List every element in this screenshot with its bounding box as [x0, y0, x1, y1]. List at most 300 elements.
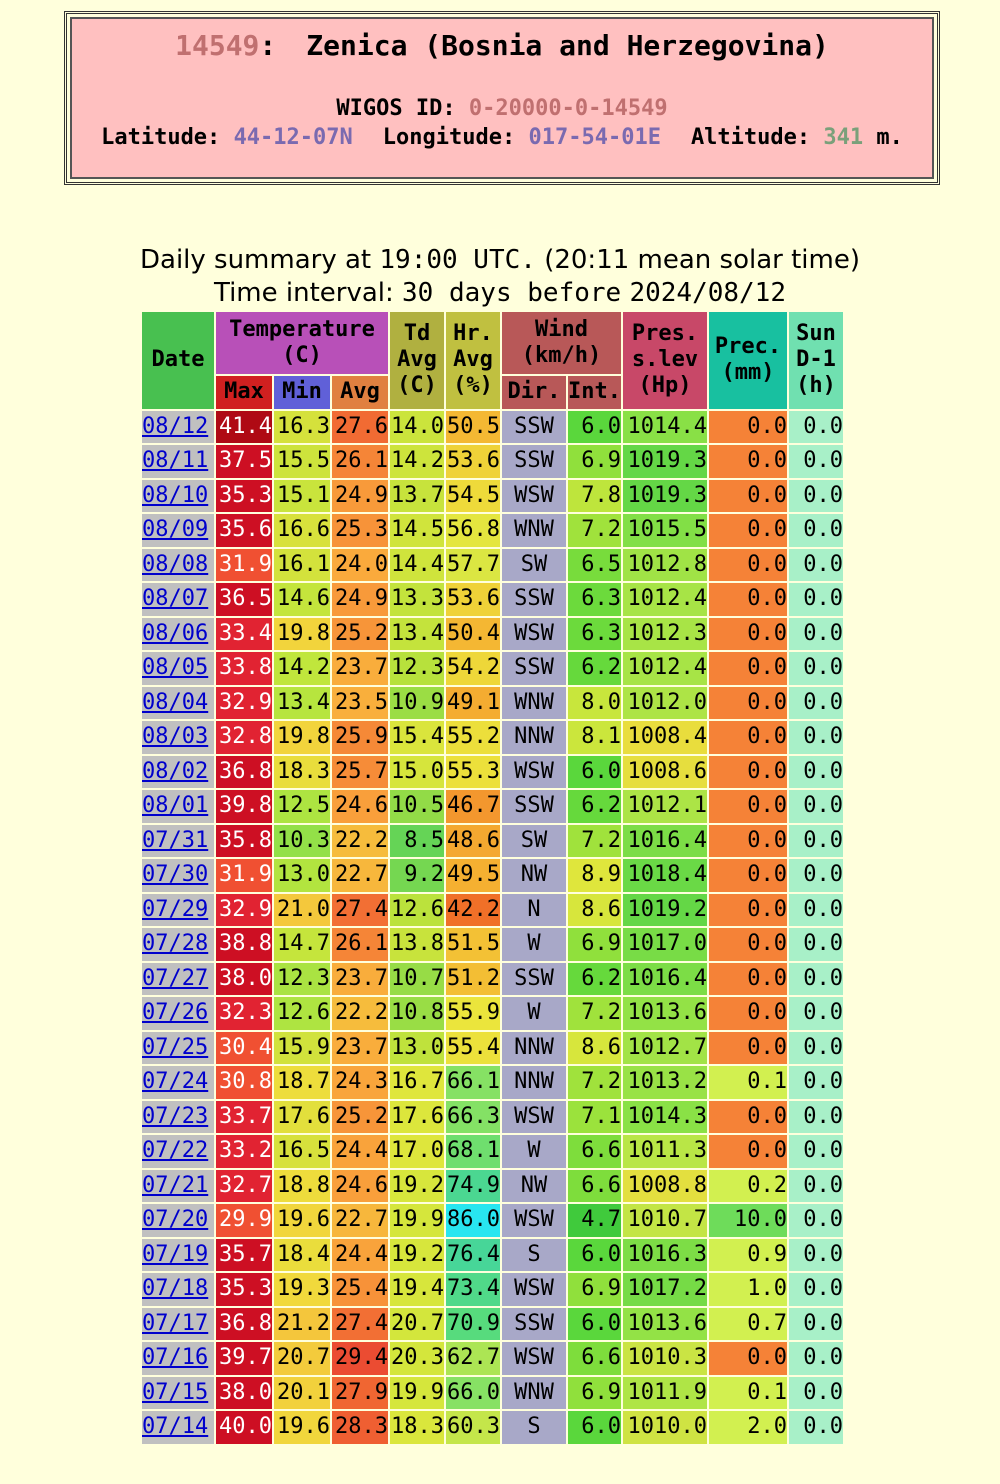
table-row: [142, 825, 843, 858]
cell-avg: 26.1: [332, 445, 388, 478]
table-row: [142, 1066, 843, 1099]
cell-wind-int: 6.6: [568, 1342, 621, 1375]
cell-pressure: 1012.8: [623, 549, 707, 582]
cell-sunshine: 0.0: [789, 1204, 843, 1237]
cell-date: [142, 825, 214, 858]
cell-sunshine: 0.0: [789, 549, 843, 582]
cell-wind-dir: SSW: [502, 411, 566, 444]
cell-hr: 66.0: [446, 1377, 500, 1410]
cell-wind-dir: S: [502, 1411, 566, 1444]
date-link[interactable]: 07/31: [142, 827, 209, 853]
cell-hr: 55.3: [446, 756, 500, 789]
cell-wind-dir: WNW: [502, 1377, 566, 1410]
cell-avg: 24.4: [332, 1239, 388, 1272]
cell-min: 18.8: [274, 1170, 330, 1203]
cell-td: 10.5: [390, 790, 444, 823]
cell-wind-dir: SW: [502, 825, 566, 858]
cell-avg: 27.9: [332, 1377, 388, 1410]
cell-min: 10.3: [274, 825, 330, 858]
date-link[interactable]: 08/09: [142, 517, 209, 543]
cell-date: [142, 514, 214, 547]
date-link[interactable]: 07/20: [142, 1207, 209, 1233]
header-td: Td Avg (C): [390, 312, 444, 409]
cell-max: 35.6: [216, 514, 272, 547]
table-row: [142, 1135, 843, 1168]
cell-sunshine: 0.0: [789, 894, 843, 927]
cell-date: [142, 790, 214, 823]
cell-min: 21.0: [274, 894, 330, 927]
summary-line-2: Time interval: 30 days before 2024/08/12: [213, 278, 786, 308]
cell-hr: 66.3: [446, 1101, 500, 1134]
cell-td: 10.9: [390, 687, 444, 720]
cell-wind-dir: SSW: [502, 1308, 566, 1341]
cell-date: [142, 721, 214, 754]
cell-td: 20.7: [390, 1308, 444, 1341]
cell-td: 14.5: [390, 514, 444, 547]
cell-pressure: 1015.5: [623, 514, 707, 547]
cell-wind-int: 8.9: [568, 859, 621, 892]
cell-hr: 50.5: [446, 411, 500, 444]
table-body: [142, 411, 843, 1444]
cell-precipitation: 0.0: [709, 480, 787, 513]
cell-wind-dir: SSW: [502, 963, 566, 996]
date-link[interactable]: 07/16: [142, 1345, 209, 1371]
cell-sunshine: 0.0: [789, 859, 843, 892]
cell-date: [142, 1170, 214, 1203]
cell-wind-int: 6.2: [568, 790, 621, 823]
cell-date: [142, 583, 214, 616]
cell-max: 30.8: [216, 1066, 272, 1099]
cell-wind-dir: WSW: [502, 1273, 566, 1306]
cell-avg: 25.2: [332, 618, 388, 651]
header-sunshine: Sun D-1 (h): [789, 312, 843, 409]
header-precipitation: Prec. (mm): [709, 312, 787, 409]
cell-hr: 48.6: [446, 825, 500, 858]
cell-date: [142, 549, 214, 582]
cell-sunshine: 0.0: [789, 618, 843, 651]
cell-date: [142, 894, 214, 927]
cell-wind-dir: NNW: [502, 1032, 566, 1065]
cell-wind-dir: SSW: [502, 583, 566, 616]
cell-max: 35.3: [216, 480, 272, 513]
cell-min: 13.4: [274, 687, 330, 720]
cell-avg: 25.2: [332, 1101, 388, 1134]
header-hr: Hr. Avg (%): [446, 312, 500, 409]
date-link[interactable]: 07/28: [142, 931, 209, 957]
date-link[interactable]: 07/25: [142, 1034, 209, 1060]
cell-max: 32.8: [216, 721, 272, 754]
cell-precipitation: 0.0: [709, 687, 787, 720]
cell-precipitation: 0.0: [709, 721, 787, 754]
cell-td: 16.7: [390, 1066, 444, 1099]
cell-td: 10.8: [390, 997, 444, 1030]
cell-wind-dir: S: [502, 1239, 566, 1272]
cell-hr: 70.9: [446, 1308, 500, 1341]
date-link[interactable]: 07/21: [142, 1172, 209, 1198]
cell-max: 41.4: [216, 411, 272, 444]
cell-pressure: 1012.4: [623, 583, 707, 616]
date-link[interactable]: 07/17: [142, 1310, 209, 1336]
header-temperature: Temperature (C): [216, 312, 388, 374]
cell-precipitation: 0.0: [709, 859, 787, 892]
cell-wind-int: 6.0: [568, 756, 621, 789]
date-link[interactable]: 08/05: [142, 655, 209, 681]
cell-wind-dir: W: [502, 928, 566, 961]
cell-td: 19.9: [390, 1377, 444, 1410]
cell-min: 16.6: [274, 514, 330, 547]
cell-sunshine: 0.0: [789, 1170, 843, 1203]
date-link[interactable]: 08/03: [142, 724, 209, 750]
cell-td: 15.0: [390, 756, 444, 789]
cell-td: 17.0: [390, 1135, 444, 1168]
cell-min: 15.5: [274, 445, 330, 478]
cell-td: 19.4: [390, 1273, 444, 1306]
cell-min: 18.7: [274, 1066, 330, 1099]
cell-hr: 51.5: [446, 928, 500, 961]
header-wind: Wind (km/h): [502, 312, 621, 374]
cell-hr: 54.2: [446, 652, 500, 685]
cell-wind-dir: WSW: [502, 1101, 566, 1134]
wigos-label: WIGOS ID:: [336, 96, 456, 121]
header-avg: Avg: [332, 376, 388, 409]
table-row: [142, 1032, 843, 1065]
cell-sunshine: 0.0: [789, 1377, 843, 1410]
cell-avg: 22.2: [332, 997, 388, 1030]
cell-max: 33.2: [216, 1135, 272, 1168]
cell-precipitation: 1.0: [709, 1273, 787, 1306]
cell-sunshine: 0.0: [789, 411, 843, 444]
cell-hr: 53.6: [446, 583, 500, 616]
date-link[interactable]: 08/07: [142, 586, 209, 612]
cell-pressure: 1014.4: [623, 411, 707, 444]
date-link[interactable]: 07/23: [142, 1103, 209, 1129]
cell-max: 29.9: [216, 1204, 272, 1237]
cell-hr: 73.4: [446, 1273, 500, 1306]
cell-avg: 24.9: [332, 480, 388, 513]
cell-sunshine: 0.0: [789, 1239, 843, 1272]
cell-max: 38.0: [216, 963, 272, 996]
header-min: Min: [274, 376, 330, 409]
cell-sunshine: 0.0: [789, 652, 843, 685]
cell-avg: 24.9: [332, 583, 388, 616]
cell-pressure: 1012.0: [623, 687, 707, 720]
cell-date: [142, 1204, 214, 1237]
cell-precipitation: 10.0: [709, 1204, 787, 1237]
cell-sunshine: 0.0: [789, 1066, 843, 1099]
cell-min: 20.1: [274, 1377, 330, 1410]
cell-wind-int: 6.9: [568, 928, 621, 961]
cell-hr: 62.7: [446, 1342, 500, 1375]
cell-avg: 23.7: [332, 652, 388, 685]
summary-heading: [0, 244, 1000, 310]
cell-min: 19.8: [274, 721, 330, 754]
cell-avg: 24.0: [332, 549, 388, 582]
cell-max: 38.0: [216, 1377, 272, 1410]
date-link[interactable]: 08/12: [142, 413, 209, 439]
daily-summary-table: [140, 310, 845, 1446]
date-link[interactable]: 08/06: [142, 620, 209, 646]
cell-precipitation: 0.0: [709, 825, 787, 858]
cell-min: 16.3: [274, 411, 330, 444]
date-link[interactable]: 08/02: [142, 758, 209, 784]
coordinates-line: [72, 125, 932, 150]
cell-sunshine: 0.0: [789, 963, 843, 996]
cell-hr: 86.0: [446, 1204, 500, 1237]
cell-pressure: 1012.3: [623, 618, 707, 651]
cell-wind-int: 7.2: [568, 825, 621, 858]
cell-max: 31.9: [216, 549, 272, 582]
station-id: 14549: [175, 29, 260, 62]
cell-max: 35.7: [216, 1239, 272, 1272]
table-row: [142, 1308, 843, 1341]
latitude-label: Latitude:: [101, 125, 221, 150]
date-link[interactable]: 08/08: [142, 551, 209, 577]
altitude-label: Altitude:: [690, 125, 811, 150]
wigos-id: 0-20000-0-14549: [468, 96, 668, 121]
cell-date: [142, 1032, 214, 1065]
cell-wind-dir: SW: [502, 549, 566, 582]
date-link[interactable]: 08/11: [142, 448, 209, 474]
cell-precipitation: 0.0: [709, 583, 787, 616]
cell-max: 40.0: [216, 1411, 272, 1444]
cell-hr: 55.9: [446, 997, 500, 1030]
cell-min: 17.6: [274, 1101, 330, 1134]
cell-min: 20.7: [274, 1342, 330, 1375]
cell-sunshine: 0.0: [789, 928, 843, 961]
date-link[interactable]: 07/27: [142, 965, 209, 991]
cell-date: [142, 859, 214, 892]
cell-precipitation: 0.1: [709, 1377, 787, 1410]
cell-wind-int: 6.2: [568, 652, 621, 685]
cell-sunshine: 0.0: [789, 1308, 843, 1341]
header-int: Int.: [568, 376, 621, 409]
date-link[interactable]: 07/15: [142, 1379, 209, 1405]
cell-hr: 57.7: [446, 549, 500, 582]
cell-wind-int: 6.0: [568, 1239, 621, 1272]
cell-wind-int: 6.2: [568, 963, 621, 996]
cell-wind-int: 6.3: [568, 583, 621, 616]
table-row: [142, 445, 843, 478]
altitude-value: 341: [823, 125, 864, 150]
cell-sunshine: 0.0: [789, 445, 843, 478]
cell-date: [142, 1101, 214, 1134]
cell-precipitation: 0.0: [709, 963, 787, 996]
cell-td: 13.3: [390, 583, 444, 616]
cell-date: [142, 963, 214, 996]
cell-min: 15.9: [274, 1032, 330, 1065]
cell-avg: 22.7: [332, 859, 388, 892]
cell-date: [142, 480, 214, 513]
cell-sunshine: 0.0: [789, 1411, 843, 1444]
cell-wind-int: 6.0: [568, 411, 621, 444]
cell-date: [142, 1273, 214, 1306]
cell-precipitation: 2.0: [709, 1411, 787, 1444]
cell-max: 31.9: [216, 859, 272, 892]
cell-precipitation: 0.0: [709, 894, 787, 927]
cell-wind-dir: WSW: [502, 618, 566, 651]
date-link[interactable]: 08/01: [142, 793, 209, 819]
cell-wind-dir: WSW: [502, 480, 566, 513]
cell-sunshine: 0.0: [789, 790, 843, 823]
cell-hr: 60.3: [446, 1411, 500, 1444]
cell-hr: 76.4: [446, 1239, 500, 1272]
date-link[interactable]: 07/29: [142, 896, 209, 922]
cell-wind-int: 7.2: [568, 997, 621, 1030]
cell-date: [142, 652, 214, 685]
cell-sunshine: 0.0: [789, 825, 843, 858]
cell-max: 39.7: [216, 1342, 272, 1375]
cell-precipitation: 0.0: [709, 1342, 787, 1375]
cell-avg: 27.4: [332, 1308, 388, 1341]
cell-precipitation: 0.0: [709, 411, 787, 444]
cell-pressure: 1010.0: [623, 1411, 707, 1444]
cell-td: 12.3: [390, 652, 444, 685]
station-info-panel: [64, 11, 940, 185]
cell-wind-dir: WSW: [502, 1342, 566, 1375]
cell-wind-int: 7.2: [568, 1066, 621, 1099]
cell-max: 32.9: [216, 894, 272, 927]
cell-pressure: 1014.3: [623, 1101, 707, 1134]
cell-td: 9.2: [390, 859, 444, 892]
cell-min: 14.2: [274, 652, 330, 685]
cell-wind-dir: SSW: [502, 652, 566, 685]
cell-max: 32.9: [216, 687, 272, 720]
cell-pressure: 1017.2: [623, 1273, 707, 1306]
table-row: [142, 1377, 843, 1410]
cell-td: 17.6: [390, 1101, 444, 1134]
cell-precipitation: 0.2: [709, 1170, 787, 1203]
cell-hr: 50.4: [446, 618, 500, 651]
cell-td: 14.0: [390, 411, 444, 444]
cell-pressure: 1012.7: [623, 1032, 707, 1065]
cell-min: 19.6: [274, 1204, 330, 1237]
cell-wind-dir: W: [502, 997, 566, 1030]
cell-date: [142, 1066, 214, 1099]
cell-min: 12.3: [274, 963, 330, 996]
cell-hr: 74.9: [446, 1170, 500, 1203]
table-row: [142, 894, 843, 927]
cell-hr: 53.6: [446, 445, 500, 478]
cell-wind-dir: NW: [502, 859, 566, 892]
station-name: Zenica (Bosnia and Herzegovina): [306, 29, 829, 62]
cell-avg: 24.6: [332, 1170, 388, 1203]
cell-pressure: 1013.6: [623, 1308, 707, 1341]
cell-hr: 42.2: [446, 894, 500, 927]
cell-precipitation: 0.0: [709, 514, 787, 547]
cell-min: 12.6: [274, 997, 330, 1030]
cell-td: 15.4: [390, 721, 444, 754]
cell-min: 19.8: [274, 618, 330, 651]
table-row: [142, 1170, 843, 1203]
cell-pressure: 1012.4: [623, 652, 707, 685]
cell-pressure: 1016.3: [623, 1239, 707, 1272]
cell-avg: 24.4: [332, 1135, 388, 1168]
cell-wind-int: 6.5: [568, 549, 621, 582]
altitude-unit: m.: [876, 125, 903, 150]
date-link[interactable]: 07/19: [142, 1241, 209, 1267]
wigos-line: [72, 96, 932, 121]
table-row: [142, 687, 843, 720]
table-row: [142, 859, 843, 892]
cell-date: [142, 997, 214, 1030]
cell-hr: 54.5: [446, 480, 500, 513]
cell-pressure: 1008.6: [623, 756, 707, 789]
header-date: Date: [142, 312, 214, 409]
cell-wind-dir: WSW: [502, 756, 566, 789]
cell-td: 14.2: [390, 445, 444, 478]
longitude-value: 017-54-01E: [528, 125, 661, 150]
cell-td: 18.3: [390, 1411, 444, 1444]
cell-avg: 24.3: [332, 1066, 388, 1099]
cell-sunshine: 0.0: [789, 997, 843, 1030]
table-row: [142, 1101, 843, 1134]
cell-pressure: 1017.0: [623, 928, 707, 961]
cell-sunshine: 0.0: [789, 480, 843, 513]
cell-pressure: 1008.4: [623, 721, 707, 754]
date-link[interactable]: 07/18: [142, 1276, 209, 1302]
cell-max: 35.8: [216, 825, 272, 858]
cell-precipitation: 0.0: [709, 549, 787, 582]
cell-date: [142, 1239, 214, 1272]
date-link[interactable]: 07/30: [142, 862, 209, 888]
cell-wind-int: 6.6: [568, 1170, 621, 1203]
cell-min: 19.3: [274, 1273, 330, 1306]
cell-wind-int: 8.6: [568, 894, 621, 927]
cell-avg: 24.6: [332, 790, 388, 823]
cell-precipitation: 0.1: [709, 1066, 787, 1099]
cell-min: 18.4: [274, 1239, 330, 1272]
summary-line-1: Daily summary at 19:00 UTC. (20:11 mean solar time): [139, 245, 860, 275]
table-row: [142, 411, 843, 444]
cell-pressure: 1010.3: [623, 1342, 707, 1375]
date-link[interactable]: 07/22: [142, 1138, 209, 1164]
date-link[interactable]: 07/24: [142, 1069, 209, 1095]
cell-precipitation: 0.0: [709, 618, 787, 651]
date-link[interactable]: 07/26: [142, 1000, 209, 1026]
longitude-label: Longitude:: [382, 125, 516, 150]
cell-date: [142, 1411, 214, 1444]
cell-max: 30.4: [216, 1032, 272, 1065]
cell-td: 13.8: [390, 928, 444, 961]
cell-wind-int: 7.8: [568, 480, 621, 513]
cell-date: [142, 411, 214, 444]
cell-min: 16.1: [274, 549, 330, 582]
date-link[interactable]: 08/04: [142, 689, 209, 715]
cell-hr: 49.5: [446, 859, 500, 892]
cell-pressure: 1008.8: [623, 1170, 707, 1203]
cell-hr: 56.8: [446, 514, 500, 547]
cell-precipitation: 0.0: [709, 445, 787, 478]
cell-max: 39.8: [216, 790, 272, 823]
cell-min: 18.3: [274, 756, 330, 789]
table-row: [142, 1411, 843, 1444]
cell-avg: 23.7: [332, 963, 388, 996]
cell-avg: 25.3: [332, 514, 388, 547]
table-row: [142, 756, 843, 789]
cell-wind-dir: WNW: [502, 514, 566, 547]
date-link[interactable]: 08/10: [142, 482, 209, 508]
cell-hr: 68.1: [446, 1135, 500, 1168]
cell-pressure: 1011.9: [623, 1377, 707, 1410]
date-link[interactable]: 07/14: [142, 1414, 209, 1440]
header-pressure: Pres. s.lev (Hp): [623, 312, 707, 409]
cell-avg: 25.4: [332, 1273, 388, 1306]
cell-min: 21.2: [274, 1308, 330, 1341]
cell-avg: 23.5: [332, 687, 388, 720]
cell-wind-dir: NNW: [502, 721, 566, 754]
cell-td: 13.0: [390, 1032, 444, 1065]
cell-wind-dir: SSW: [502, 445, 566, 478]
